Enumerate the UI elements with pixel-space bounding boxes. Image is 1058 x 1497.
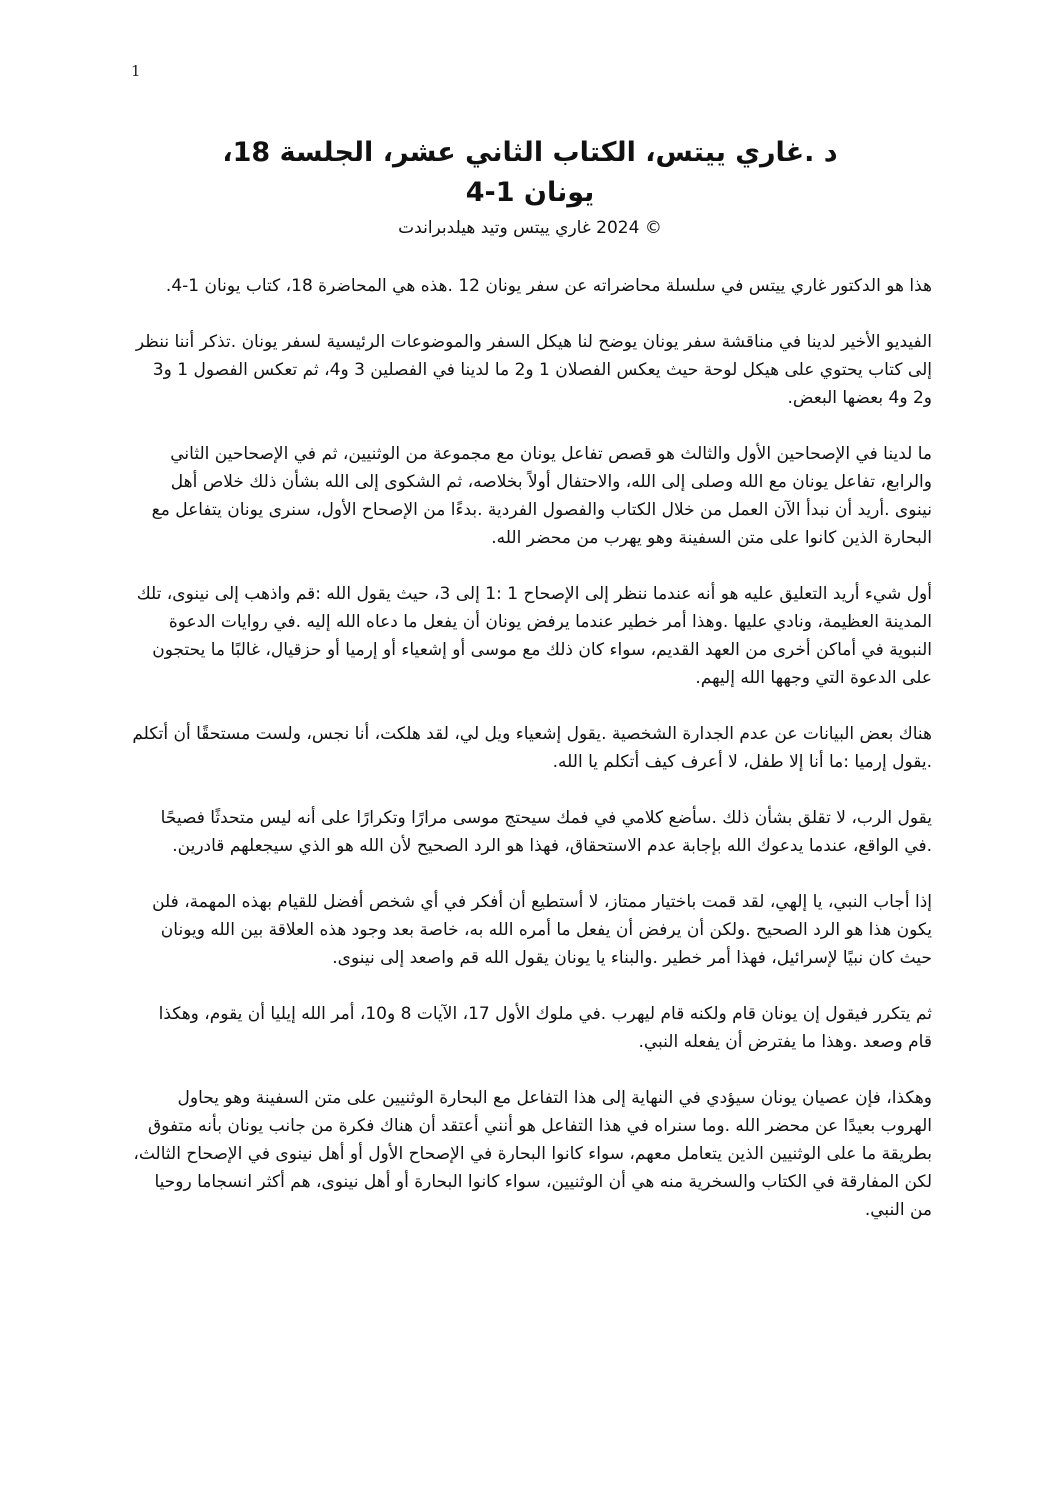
paragraph-7: إذا أجاب النبي، يا إلهي، لقد قمت باختيار ممتاز، لا أستطيع أن أفكر في أي شخص أفضل للقيام بهذه المهمة، فلن يكون هذا هو الرد الصحيح .ولكن أن يرفض أن يفعل ما أمره الله به، خاصة بعد وجود هذه العلاقة بين الله ويونان حيث كان نبيًا لإسرائيل، فهذا أمر خطير .والبناء يا يونان يقول الله قم واصعد إلى نينوى. [152, 892, 932, 968]
document-header [130, 133, 930, 241]
title-line-1: د .غاري ييتس، الكتاب الثاني عشر، الجلسة 18، [222, 137, 838, 168]
paragraph-5: هناك بعض البيانات عن عدم الجدارة الشخصية .يقول إشعياء ويل لي، لقد هلكت، أنا نجس، ولست مستحقًا أن أتكلم .يقول إرميا :ما أنا إلا طفل، لا أعرف كيف أتكلم يا الله. [132, 724, 932, 772]
paragraph-3: ما لدينا في الإصحاحين الأول والثالث هو قصص تفاعل يونان مع مجموعة من الوثنيين، ثم في الإصحاحين الثاني والرابع، تفاعل يونان مع الله وصلى إلى الله، والاحتفال أولاً بخلاصه، ثم الشكوى إلى الله بشأن ذلك خلاص أهل نينوى .أريد أن نبدأ الآن العمل من خلال الكتاب والفصول الفردية .بدءًا من الإصحاح الأول، سنرى يونان يتفاعل مع البحارة الذين كانوا على متن السفينة وهو يهرب من محضر الله. [151, 444, 932, 548]
document-title [130, 133, 930, 213]
title-line-2: يونان 1-4 [465, 177, 595, 208]
paragraph-8: ثم يتكرر فيقول إن يونان قام ولكنه قام ليهرب .في ملوك الأول 17، الآيات 8 و10، أمر الله إيليا أن يقوم، وهكذا قام وصعد .وهذا ما يفترض أن يفعله النبي. [158, 1004, 932, 1052]
paragraph-4: أول شيء أريد التعليق عليه هو أنه عندما ننظر إلى الإصحاح 1 :1 إلى 3، حيث يقول الله :قم واذهب إلى نينوى، تلك المدينة العظيمة، ونادي عليها .وهذا أمر خطير عندما يرفض يونان أن يفعل ما دعاه الله إليه .في روايات الدعوة النبوية في أماكن أخرى من العهد القديم، سواء كان ذلك مع موسى أو إشعياء أو إرميا أو حزقيال، غالبًا ما يحتجون على الدعوة التي وجهها الله إليهم. [136, 584, 932, 688]
paragraph-2: الفيديو الأخير لدينا في مناقشة سفر يونان يوضح لنا هيكل السفر والموضوعات الرئيسية لسفر يونان .تذكر أننا ننظر إلى كتاب يحتوي على هيكل لوحة حيث يعكس الفصلان 1 و2 ما لدينا في الفصلين 3 و4، ثم تعكس الفصول 1 و3 و2 و4 بعضها البعض. [135, 332, 932, 408]
page-number: 1 [131, 62, 141, 80]
paragraph-1: هذا هو الدكتور غاري ييتس في سلسلة محاضراته عن سفر يونان 12 .هذه هي المحاضرة 18، كتاب يونان 1-4. [165, 276, 932, 296]
paragraph-9: وهكذا، فإن عصيان يونان سيؤدي في النهاية إلى هذا التفاعل مع البحارة الوثنيين على متن السفينة وهو يحاول الهروب بعيدًا عن محضر الله .وما سنراه في هذا التفاعل هو أنني أعتقد أن هناك فكرة من جانب يونان بأنه متفوق بطريقة ما على الوثنيين الذين يتعامل معهم، سواء كانوا البحارة في الإصحاح الأول أو أهل نينوى في الإصحاح الثالث، لكن المفارقة في الكتاب والسخرية منه هي أن الوثنيين، سواء كانوا البحارة أو أهل نينوى، هم أكثر انسجاما روحيا من النبي. [133, 1088, 932, 1220]
paragraph-6: يقول الرب، لا تقلق بشأن ذلك .سأضع كلامي في فمك سيحتج موسى مرارًا وتكرارًا على أنه ليس متحدثًا فصيحًا .في الواقع، عندما يدعوك الله بإجابة عدم الاستحقاق، فهذا هو الرد الصحيح لأن الله هو الذي سيجعلهم قادرين. [160, 808, 932, 856]
copyright-line: © 2024 غاري ييتس وتيد هيلدبراندت [398, 218, 662, 238]
document-body [130, 272, 932, 1252]
